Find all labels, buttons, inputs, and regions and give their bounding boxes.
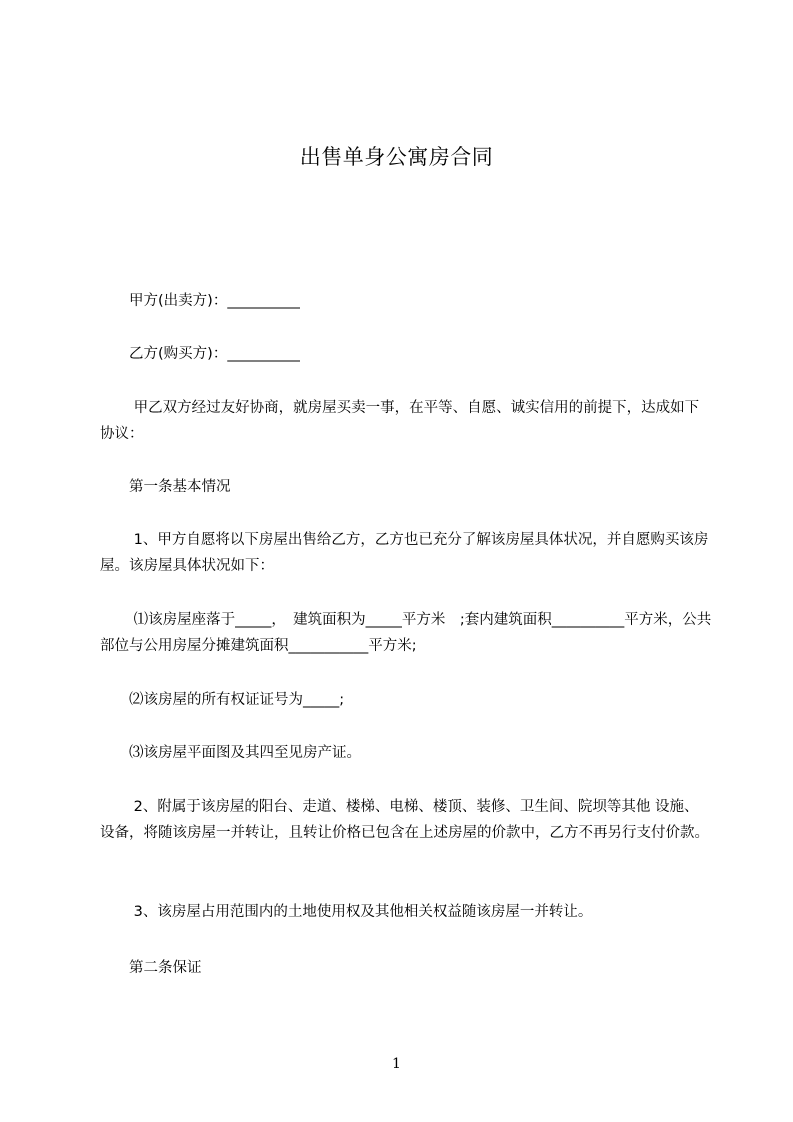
party-a-line: 甲方(出卖方)：__________ xyxy=(100,293,300,309)
page-number: 1 xyxy=(392,1056,401,1072)
clause-2-paragraph: 2、附属于该房屋的阳台、走道、楼梯、电梯、楼顶、装修、卫生间、院坝等其他 设施、设备，将随该房屋一并转让，且转让价格已包含在上述房屋的价款中，乙方不再另行支付价款。 xyxy=(100,799,709,841)
clause-1-item-3-paragraph: ⑶该房屋平面图及其四至见房产证。 xyxy=(100,745,361,761)
clause-1-item-2-paragraph: ⑵该房屋的所有权证证号为_____; xyxy=(100,692,345,708)
article-2-heading: 第二条保证 xyxy=(100,960,202,976)
article-1-heading: 第一条基本情况 xyxy=(100,479,231,495)
clause-1-paragraph: 1、甲方自愿将以下房屋出售给乙方，乙方也已充分了解该房屋具体状况，并自愿购买该房屋。该房屋具体状况如下： xyxy=(100,532,709,574)
agreement-intro-paragraph: 甲乙双方经过友好协商，就房屋买卖一事，在平等、自愿、诚实信用的前提下，达成如下协议： xyxy=(100,400,700,442)
clause-1-item-1-paragraph: ⑴该房屋座落于_____， 建筑面积为_____平方米 ;套内建筑面积__________平方米，公共部位与公用房屋分摊建筑面积___________平方米; xyxy=(100,612,712,654)
clause-3-paragraph: 3、该房屋占用范围内的土地使用权及其他相关权益随该房屋一并转让。 xyxy=(100,904,593,920)
document-title: 出售单身公寓房合同 xyxy=(299,145,494,169)
party-b-line: 乙方(购买方)：__________ xyxy=(100,346,300,362)
